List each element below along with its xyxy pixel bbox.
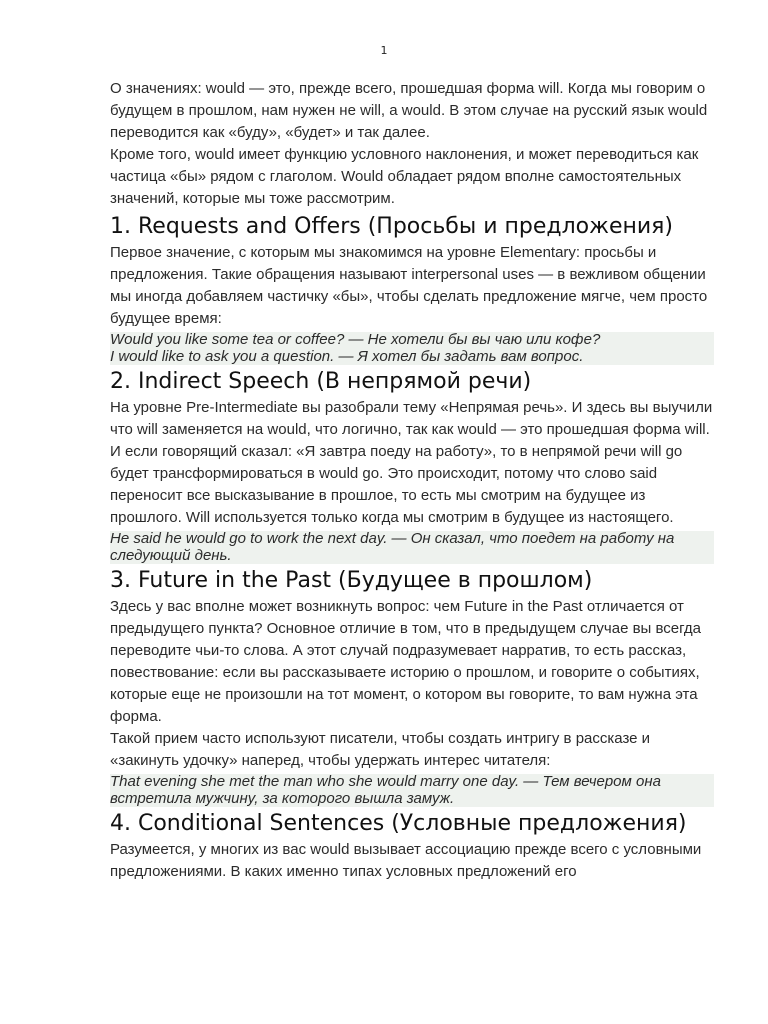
section-heading-requests: 1. Requests and Offers (Просьбы и предложения): [110, 214, 673, 239]
section-3-paragraph-2: Такой прием часто используют писатели, чтобы создать интригу в рассказе и «закинуть удочку» наперед, чтобы удержать интерес читателя:: [110, 730, 651, 769]
page-number: 1: [380, 44, 388, 57]
section-heading-conditional: 4. Conditional Sentences (Условные предложения): [110, 811, 687, 836]
example-block-2: [110, 531, 714, 564]
example-block-3: [110, 774, 714, 807]
section-heading-indirect-speech: 2. Indirect Speech (В непрямой речи): [110, 369, 532, 394]
section-2-paragraph: На уровне Pre-Intermediate вы разобрали тему «Непрямая речь». И здесь вы выучили что will заменяется на would, что логично, так как would — это прошедшая форма will. И если говорящий сказал: «Я завтра поеду на работу», то в непрямой речи will go будет трансформироваться в would go. Это происходит, потому что слово said переносит все высказывание в прошлое, то есть мы смотрим на будущее из прошлого. Will используется только когда мы смотрим в будущее из настоящего.: [110, 399, 713, 526]
section-4-paragraph: Разумеется, у многих из вас would вызывает ассоциацию прежде всего с условными предложениями. В каких именно типах условных предложений его: [110, 841, 702, 880]
example-sentence: Would you like some tea or coffee? — Не хотели бы вы чаю или кофе?: [110, 331, 601, 348]
example-sentence: I would like to ask you a question. — Я хотел бы задать вам вопрос.: [110, 347, 584, 365]
example-block-1: [110, 332, 714, 365]
example-sentence: He said he would go to work the next day. — Он сказал, что поедет на работу на следующий день.: [110, 530, 675, 564]
section-heading-future-in-past: 3. Future in the Past (Будущее в прошлом): [110, 568, 593, 593]
section-1-paragraph: Первое значение, с которым мы знакомимся на уровне Elementary: просьбы и предложения. Такие обращения называют interpersonal uses — в вежливом общении мы иногда добавляем частичку «бы», чтобы сделать предложение мягче, чем просто будущее время:: [110, 244, 708, 327]
intro-paragraph-2: Кроме того, would имеет функцию условного наклонения, и может переводиться как частица «бы» рядом с глаголом. Would обладает рядом вполне самостоятельных значений, которые мы тоже рассмотрим.: [110, 146, 699, 207]
intro-paragraph-1: О значениях: would — это, прежде всего, прошедшая форма will. Когда мы говорим о будущем в прошлом, нам нужен не will, а would. В этом случае на русский язык would переводится как «буду», «будет» и так далее.: [110, 80, 708, 141]
example-sentence: That evening she met the man who she would marry one day. — Тем вечером она встретила мужчину, за которого вышла замуж.: [110, 773, 661, 807]
document-body: [110, 78, 714, 883]
section-3-paragraph-1: Здесь у вас вполне может возникнуть вопрос: чем Future in the Past отличается от предыдущего пункта? Основное отличие в том, что в предыдущем случае вы всегда переводите чьи-то слова. А этот случай подразумевает нарратив, то есть рассказ, повествование: если вы рассказываете историю о прошлом, и говорите о событиях, которые еще не произошли на тот момент, о котором вы говорите, то вам нужна эта форма.: [110, 598, 702, 725]
